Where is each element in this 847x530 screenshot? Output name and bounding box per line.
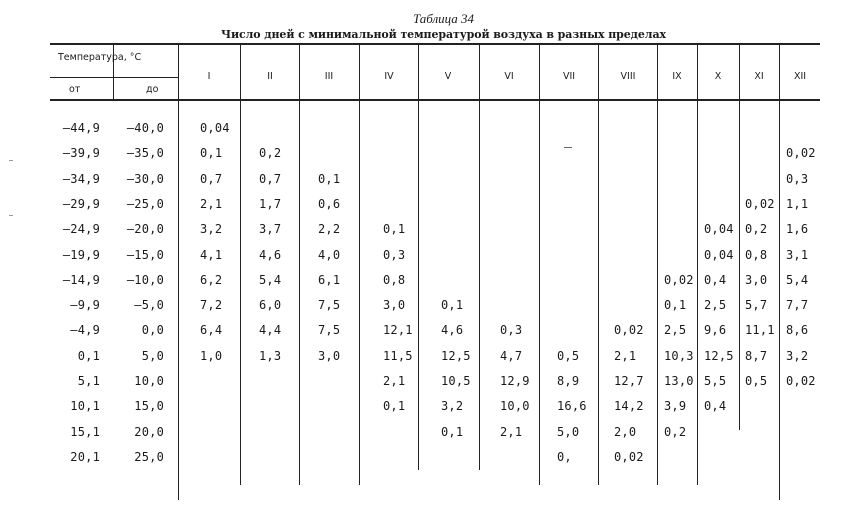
value-cell: 4,1 bbox=[200, 247, 223, 262]
value-cell: 12,5 bbox=[704, 348, 734, 363]
value-cell: 0,5 bbox=[557, 348, 580, 363]
value-cell: 8,9 bbox=[557, 374, 580, 388]
temp-to-cell: 15,0 bbox=[134, 399, 164, 414]
value-cell: 2,5 bbox=[704, 298, 727, 313]
table-number: Таблица 34 bbox=[412, 11, 475, 26]
value-cell: 0,3 bbox=[786, 171, 809, 186]
temp-to-cell: —20,0 bbox=[126, 222, 164, 237]
value-cell: 0,1 bbox=[318, 171, 341, 186]
value-cell: 3,0 bbox=[318, 348, 341, 363]
value-cell: 3,2 bbox=[441, 399, 464, 414]
value-cell: 0,6 bbox=[318, 196, 341, 211]
value-cell: 0,2 bbox=[745, 222, 768, 237]
value-cell: 2,2 bbox=[318, 222, 341, 237]
column-divider bbox=[539, 43, 540, 485]
margin-mark bbox=[9, 160, 13, 161]
value-cell: 0, bbox=[557, 449, 572, 464]
value-cell: 5,0 bbox=[557, 424, 580, 439]
value-cell: 0,04 bbox=[704, 222, 734, 237]
temp-from-cell: —19,9 bbox=[62, 247, 100, 262]
value-cell: 0,8 bbox=[383, 272, 406, 287]
header-to: до bbox=[146, 84, 159, 95]
value-cell: 12,1 bbox=[383, 323, 413, 338]
value-cell: 10,0 bbox=[500, 399, 530, 414]
month-header: XII bbox=[793, 71, 807, 82]
value-cell: 11,5 bbox=[383, 348, 413, 363]
temp-to-cell: —25,0 bbox=[126, 196, 164, 211]
temp-from-cell: —4,9 bbox=[70, 323, 100, 338]
value-cell: 6,0 bbox=[259, 298, 282, 313]
column-divider bbox=[418, 43, 419, 470]
value-cell: 0,7 bbox=[259, 171, 282, 186]
header-temperature: Температура, °С bbox=[58, 52, 142, 63]
value-cell: 13,0 bbox=[664, 374, 694, 388]
margin-mark bbox=[9, 215, 13, 216]
value-cell: 0,5 bbox=[745, 374, 768, 388]
value-cell: 3,0 bbox=[383, 298, 406, 313]
value-cell: 11,1 bbox=[745, 323, 775, 338]
value-cell: 7,5 bbox=[318, 323, 341, 338]
month-header: X bbox=[714, 71, 722, 82]
value-cell: 2,1 bbox=[200, 196, 223, 211]
month-header: VIII bbox=[620, 71, 636, 82]
month-header: IX bbox=[672, 71, 682, 82]
value-cell: 0,1 bbox=[664, 298, 687, 313]
value-cell: 12,7 bbox=[614, 374, 644, 388]
value-cell: 4,4 bbox=[259, 323, 282, 338]
value-cell: 16,6 bbox=[557, 399, 587, 414]
value-cell: 7,2 bbox=[200, 298, 223, 313]
value-cell: 0,02 bbox=[745, 196, 775, 211]
value-cell: 0,4 bbox=[704, 399, 727, 414]
month-header: VI bbox=[504, 71, 514, 82]
top-rule bbox=[50, 43, 820, 45]
column-divider bbox=[739, 43, 740, 430]
value-cell: 1,6 bbox=[786, 222, 809, 237]
temp-from-cell: —34,9 bbox=[62, 171, 100, 186]
value-cell: 1,3 bbox=[259, 348, 282, 363]
value-cell: 3,1 bbox=[786, 247, 809, 262]
value-cell: 5,4 bbox=[786, 272, 809, 287]
temp-to-cell: —15,0 bbox=[126, 247, 164, 262]
value-cell: 12,9 bbox=[500, 374, 530, 388]
value-cell: 5,5 bbox=[704, 374, 727, 388]
value-cell: 0,2 bbox=[664, 424, 687, 439]
value-cell: 4,6 bbox=[441, 323, 464, 338]
value-cell: 3,0 bbox=[745, 272, 768, 287]
value-cell: 2,1 bbox=[500, 424, 523, 439]
value-cell: 0,1 bbox=[383, 222, 406, 237]
temp-from-cell: —44,9 bbox=[62, 121, 100, 135]
value-cell: 0,04 bbox=[200, 121, 230, 135]
value-cell: 3,9 bbox=[664, 399, 687, 414]
value-cell: 1,7 bbox=[259, 196, 282, 211]
temp-to-cell: —40,0 bbox=[126, 121, 164, 135]
value-cell: 0,2 bbox=[259, 146, 282, 161]
value-cell: 0,3 bbox=[383, 247, 406, 262]
column-divider bbox=[479, 43, 480, 470]
value-cell: 0,3 bbox=[500, 323, 523, 338]
value-cell: 3,2 bbox=[200, 222, 223, 237]
temp-from-cell: 15,1 bbox=[70, 424, 100, 439]
value-cell: 6,4 bbox=[200, 323, 223, 338]
value-cell: 0,8 bbox=[745, 247, 768, 262]
value-cell: 0,1 bbox=[441, 424, 464, 439]
value-cell: 6,2 bbox=[200, 272, 223, 287]
value-cell: 0,1 bbox=[383, 399, 406, 414]
column-divider bbox=[240, 43, 241, 485]
print-smudge bbox=[564, 147, 572, 148]
month-header: XI bbox=[754, 71, 764, 82]
temp-to-cell: 5,0 bbox=[141, 348, 164, 363]
value-cell: 8,7 bbox=[745, 348, 768, 363]
subheader-rule bbox=[50, 77, 178, 78]
value-cell: 2,1 bbox=[383, 374, 406, 388]
temp-from-cell: 5,1 bbox=[77, 374, 100, 388]
value-cell: 0,1 bbox=[200, 146, 223, 161]
value-cell: 10,3 bbox=[664, 348, 694, 363]
column-divider bbox=[178, 43, 179, 500]
month-header: I bbox=[207, 71, 211, 82]
value-cell: 4,6 bbox=[259, 247, 282, 262]
temp-to-cell: 0,0 bbox=[141, 323, 164, 338]
value-cell: 1,0 bbox=[200, 348, 223, 363]
value-cell: 0,7 bbox=[200, 171, 223, 186]
column-divider bbox=[779, 43, 780, 500]
column-divider bbox=[598, 43, 599, 485]
header-from: от bbox=[69, 84, 81, 95]
temp-to-cell: 20,0 bbox=[134, 424, 164, 439]
temp-to-cell: 10,0 bbox=[134, 374, 164, 388]
temp-to-cell: —35,0 bbox=[126, 146, 164, 161]
temp-from-cell: —14,9 bbox=[62, 272, 100, 287]
value-cell: 3,2 bbox=[786, 348, 809, 363]
value-cell: 2,1 bbox=[614, 348, 637, 363]
column-divider bbox=[697, 43, 698, 485]
value-cell: 2,5 bbox=[664, 323, 687, 338]
temp-from-cell: —29,9 bbox=[62, 196, 100, 211]
value-cell: 4,7 bbox=[500, 348, 523, 363]
value-cell: 5,4 bbox=[259, 272, 282, 287]
value-cell: 0,02 bbox=[614, 323, 644, 338]
month-header: V bbox=[444, 71, 452, 82]
temp-to-cell: —5,0 bbox=[134, 298, 164, 313]
column-divider bbox=[359, 43, 360, 485]
month-header: II bbox=[267, 71, 273, 82]
value-cell: 2,0 bbox=[614, 424, 637, 439]
value-cell: 7,7 bbox=[786, 298, 809, 313]
temp-from-cell: 20,1 bbox=[70, 449, 100, 464]
temp-from-cell: 0,1 bbox=[77, 348, 100, 363]
header-bottom-rule bbox=[50, 99, 820, 101]
month-header: IV bbox=[384, 71, 394, 82]
temp-to-cell: —10,0 bbox=[126, 272, 164, 287]
temp-from-cell: —9,9 bbox=[70, 298, 100, 313]
value-cell: 6,1 bbox=[318, 272, 341, 287]
temp-from-cell: —39,9 bbox=[62, 146, 100, 161]
column-divider bbox=[299, 43, 300, 485]
temp-from-cell: —24,9 bbox=[62, 222, 100, 237]
column-divider bbox=[657, 43, 658, 485]
value-cell: 7,5 bbox=[318, 298, 341, 313]
value-cell: 9,6 bbox=[704, 323, 727, 338]
value-cell: 14,2 bbox=[614, 399, 644, 414]
value-cell: 3,7 bbox=[259, 222, 282, 237]
value-cell: 4,0 bbox=[318, 247, 341, 262]
value-cell: 0,1 bbox=[441, 298, 464, 313]
table-title: Число дней с минимальной температурой воздуха в разных пределах bbox=[221, 28, 666, 41]
value-cell: 0,02 bbox=[664, 272, 694, 287]
value-cell: 0,02 bbox=[786, 146, 816, 161]
month-header: VII bbox=[562, 71, 576, 82]
value-cell: 0,4 bbox=[704, 272, 727, 287]
value-cell: 0,02 bbox=[786, 374, 816, 388]
temp-to-cell: —30,0 bbox=[126, 171, 164, 186]
month-header: III bbox=[324, 71, 334, 82]
value-cell: 12,5 bbox=[441, 348, 471, 363]
value-cell: 10,5 bbox=[441, 374, 471, 388]
value-cell: 0,04 bbox=[704, 247, 734, 262]
value-cell: 8,6 bbox=[786, 323, 809, 338]
value-cell: 0,02 bbox=[614, 449, 644, 464]
temp-from-cell: 10,1 bbox=[70, 399, 100, 414]
value-cell: 1,1 bbox=[786, 196, 809, 211]
value-cell: 5,7 bbox=[745, 298, 768, 313]
temp-to-cell: 25,0 bbox=[134, 449, 164, 464]
